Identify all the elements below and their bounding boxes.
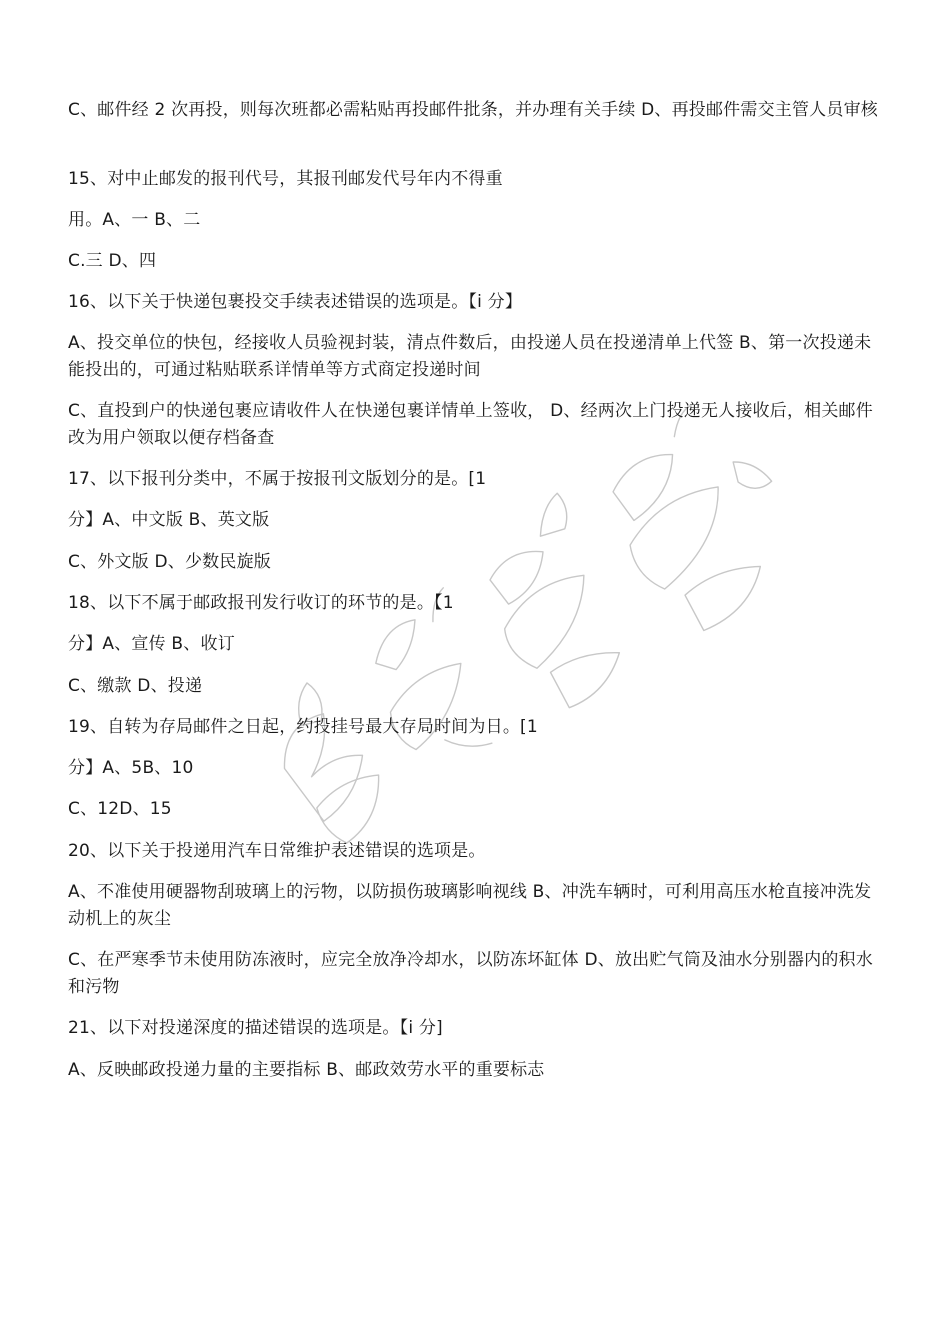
paragraph-q20-options-c-d: C、在严寒季节未使用防冻液时，应完全放净冷却水，以防冻坏缸体 D、放出贮气筒及油水分别器内的积水和污物 (68, 950, 873, 997)
paragraph-q15-stem: 15、对中止邮发的报刊代号，其报刊邮发代号年内不得重 (68, 169, 503, 189)
paragraph-q19-options-a-b: 分】A、5B、10 (68, 758, 194, 778)
paragraph-q17-options-c-d: C、外文版 D、少数民旋版 (68, 552, 271, 572)
paragraph-q14-option-c-d: C、邮件经 2 次再投，则每次班都必需粘贴再投邮件批条，并办理有关手续 D、再投邮件需交主管人员审核 (68, 100, 878, 120)
paragraph-q17-stem: 17、以下报刊分类中，不属于按报刊文版划分的是。[1 (68, 469, 487, 489)
paragraph-q16-options-a-b: A、投交单位的快包，经接收人员验视封装，清点件数后，由投递人员在投递清单上代签 B、第一次投递未能投出的，可通过粘贴联系详情单等方式商定投递时间 (68, 333, 872, 380)
paragraph-q20-stem: 20、以下关于投递用汽车日常维护表述错误的选项是。 (68, 841, 486, 861)
paragraph-q21-options-a-b: A、反映邮政投递力量的主要指标 B、邮政效劳水平的重要标志 (68, 1060, 545, 1080)
paragraph-q18-options-c-d: C、缴款 D、投递 (68, 676, 203, 696)
paragraph-q17-options-a-b: 分】A、中文版 B、英文版 (68, 510, 270, 530)
paragraph-q18-options-a-b: 分】A、宣传 B、收订 (68, 634, 235, 654)
paragraph-q18-stem: 18、以下不属于邮政报刊发行收订的环节的是。【1 (68, 593, 454, 613)
paragraph-q19-options-c-d: C、12D、15 (68, 799, 172, 819)
paragraph-q19-stem: 19、自转为存局邮件之日起，约投挂号最大存局时间为日。[1 (68, 717, 538, 737)
paragraph-q16-options-c-d: C、直投到户的快递包裹应请收件人在快递包裹详情单上签收， D、经两次上门投递无人接收后，相关邮件改为用户领取以便存档备查 (68, 401, 873, 448)
paragraph-q20-options-a-b: A、不准使用硬器物刮玻璃上的污物，以防损伤玻璃影响视线 B、冲洗车辆时，可利用高压水枪直接冲洗发动机上的灰尘 (68, 882, 872, 929)
paragraph-q16-stem: 16、以下关于快递包裹投交手续表述错误的选项是。【i 分】 (68, 292, 523, 312)
paragraph-q21-stem: 21、以下对投递深度的描述错误的选项是。【i 分] (68, 1018, 443, 1038)
paragraph-q15-options-a-b: 用。A、一 B、二 (68, 210, 201, 230)
paragraph-q15-options-c-d: C.三 D、四 (68, 251, 157, 271)
